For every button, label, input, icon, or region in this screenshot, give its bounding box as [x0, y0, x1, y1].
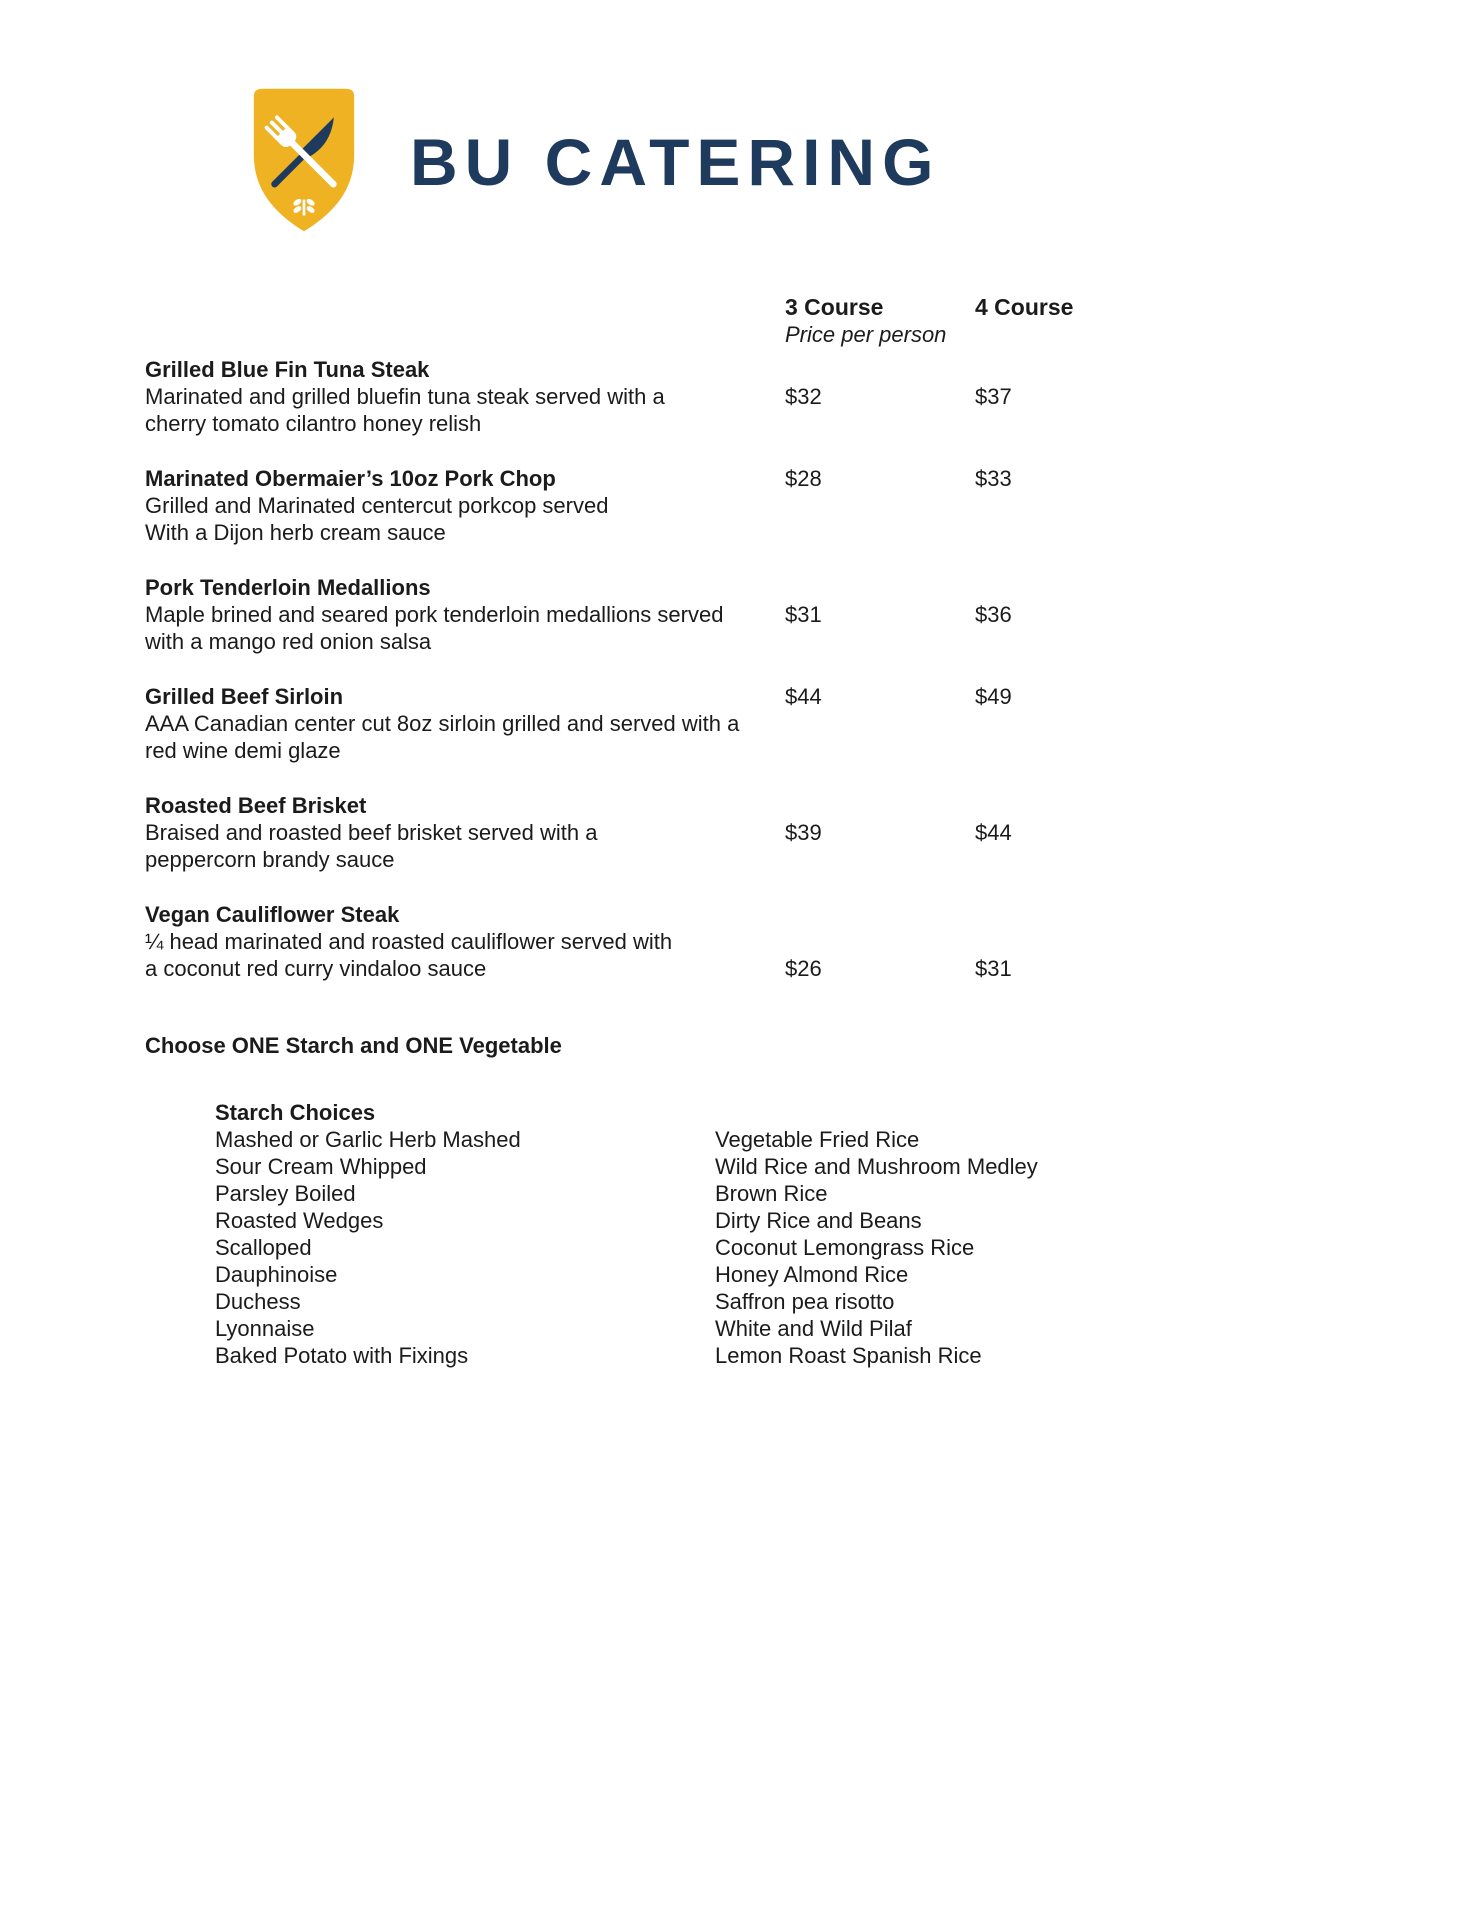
price-4course: [975, 628, 1165, 655]
menu-items: [145, 356, 1484, 982]
menu-item: [145, 792, 1484, 873]
pricing-header: [145, 294, 1484, 348]
starch-list-item: Lyonnaise: [215, 1316, 315, 1341]
price-4course: [975, 410, 1165, 437]
price-3course: [785, 628, 975, 655]
price-4course: [975, 356, 1165, 383]
item-description-line: With a Dijon herb cream sauce: [145, 520, 446, 545]
spacer: [145, 321, 785, 348]
rice-list-item: Coconut Lemongrass Rice: [715, 1235, 975, 1260]
price-3course: [785, 492, 975, 519]
rice-list-item: Lemon Roast Spanish Rice: [715, 1343, 982, 1368]
price-3course: $44: [785, 684, 822, 709]
starch-columns-header: [215, 1099, 1484, 1126]
rice-list-item: Wild Rice and Mushroom Medley: [715, 1154, 1038, 1179]
price-3course: [785, 574, 975, 601]
starch-choices-heading: Starch Choices: [215, 1100, 376, 1125]
price-4course: $44: [975, 820, 1012, 845]
brand-title: BU CATERING: [410, 125, 941, 199]
price-4course: [975, 519, 1165, 546]
price-3course: [785, 901, 975, 928]
spacer: [145, 294, 785, 321]
logo-row: [0, 0, 1484, 238]
item-name: Grilled Beef Sirloin: [145, 684, 344, 709]
price-4course: [975, 710, 1165, 737]
column-header-4course: 4 Course: [975, 294, 1074, 320]
price-3course: [785, 519, 975, 546]
starch-list-item: Sour Cream Whipped: [215, 1154, 427, 1179]
price-4course: [975, 846, 1165, 873]
item-name: Grilled Blue Fin Tuna Steak: [145, 357, 430, 382]
menu-item: [145, 901, 1484, 982]
rice-list-item: Honey Almond Rice: [715, 1262, 909, 1287]
item-description-line: Grilled and Marinated centercut porkcop served: [145, 493, 609, 518]
item-name: Roasted Beef Brisket: [145, 793, 367, 818]
rice-list-item: Dirty Rice and Beans: [715, 1208, 922, 1233]
item-description-line: a coconut red curry vindaloo sauce: [145, 956, 487, 981]
price-4course: $31: [975, 956, 1012, 981]
price-3course: $28: [785, 466, 822, 491]
price-4course: [975, 492, 1165, 519]
rice-list-item: White and Wild Pilaf: [715, 1316, 912, 1341]
starch-list-item: Parsley Boiled: [215, 1181, 356, 1206]
starch-list-item: Roasted Wedges: [215, 1208, 384, 1233]
price-4course: $37: [975, 384, 1012, 409]
menu-item: [145, 356, 1484, 437]
item-description-line: peppercorn brandy sauce: [145, 847, 395, 872]
price-per-person-note: Price per person: [785, 322, 947, 347]
item-name: Vegan Cauliflower Steak: [145, 902, 400, 927]
price-3course: $26: [785, 956, 822, 981]
menu-item: [145, 574, 1484, 655]
price-4course: [975, 901, 1165, 928]
spacer: [715, 1099, 1484, 1126]
item-description-line: Marinated and grilled bluefin tuna steak served with a: [145, 384, 665, 409]
rice-list-item: Saffron pea risotto: [715, 1289, 895, 1314]
starch-list-item: Baked Potato with Fixings: [215, 1343, 469, 1368]
price-3course: [785, 846, 975, 873]
starch-list-item: Dauphinoise: [215, 1262, 338, 1287]
item-description-line: ¼ head marinated and roasted cauliflower served with: [145, 929, 673, 954]
item-description-line: AAA Canadian center cut 8oz sirloin grilled and served with a: [145, 711, 740, 736]
price-3course: [785, 710, 975, 737]
item-description-line: cherry tomato cilantro honey relish: [145, 411, 482, 436]
price-4course: [975, 737, 1165, 764]
price-3course: $39: [785, 820, 822, 845]
rice-list-item: Brown Rice: [715, 1181, 828, 1206]
starch-columns: [215, 1126, 1484, 1369]
price-3course: [785, 356, 975, 383]
item-name: Pork Tenderloin Medallions: [145, 575, 431, 600]
price-4course: $49: [975, 684, 1012, 709]
column-header-3course: 3 Course: [785, 294, 884, 320]
item-name: Marinated Obermaier’s 10oz Pork Chop: [145, 466, 556, 491]
price-3course: [785, 792, 975, 819]
price-4course: $36: [975, 602, 1012, 627]
price-3course: $31: [785, 602, 822, 627]
menu-item: [145, 465, 1484, 546]
price-3course: $32: [785, 384, 822, 409]
spacer: [975, 321, 1165, 348]
starch-list-item: Scalloped: [215, 1235, 312, 1260]
menu-content: [0, 238, 1484, 1369]
price-4course: [975, 928, 1165, 955]
menu-item: [145, 683, 1484, 764]
item-description-line: with a mango red onion salsa: [145, 629, 432, 654]
item-description-line: Braised and roasted beef brisket served with a: [145, 820, 598, 845]
starch-list-item: Mashed or Garlic Herb Mashed: [215, 1127, 521, 1152]
choose-instruction: Choose ONE Starch and ONE Vegetable: [145, 1033, 562, 1058]
item-description-line: Maple brined and seared pork tenderloin medallions served: [145, 602, 724, 627]
price-3course: [785, 928, 975, 955]
price-3course: [785, 410, 975, 437]
starch-section: [145, 1099, 1484, 1369]
price-4course: [975, 574, 1165, 601]
bu-catering-shield-logo-icon: [238, 86, 370, 238]
price-4course: [975, 792, 1165, 819]
rice-list-item: Vegetable Fried Rice: [715, 1127, 920, 1152]
item-description-line: red wine demi glaze: [145, 738, 341, 763]
starch-list-item: Duchess: [215, 1289, 301, 1314]
price-4course: $33: [975, 466, 1012, 491]
price-3course: [785, 737, 975, 764]
